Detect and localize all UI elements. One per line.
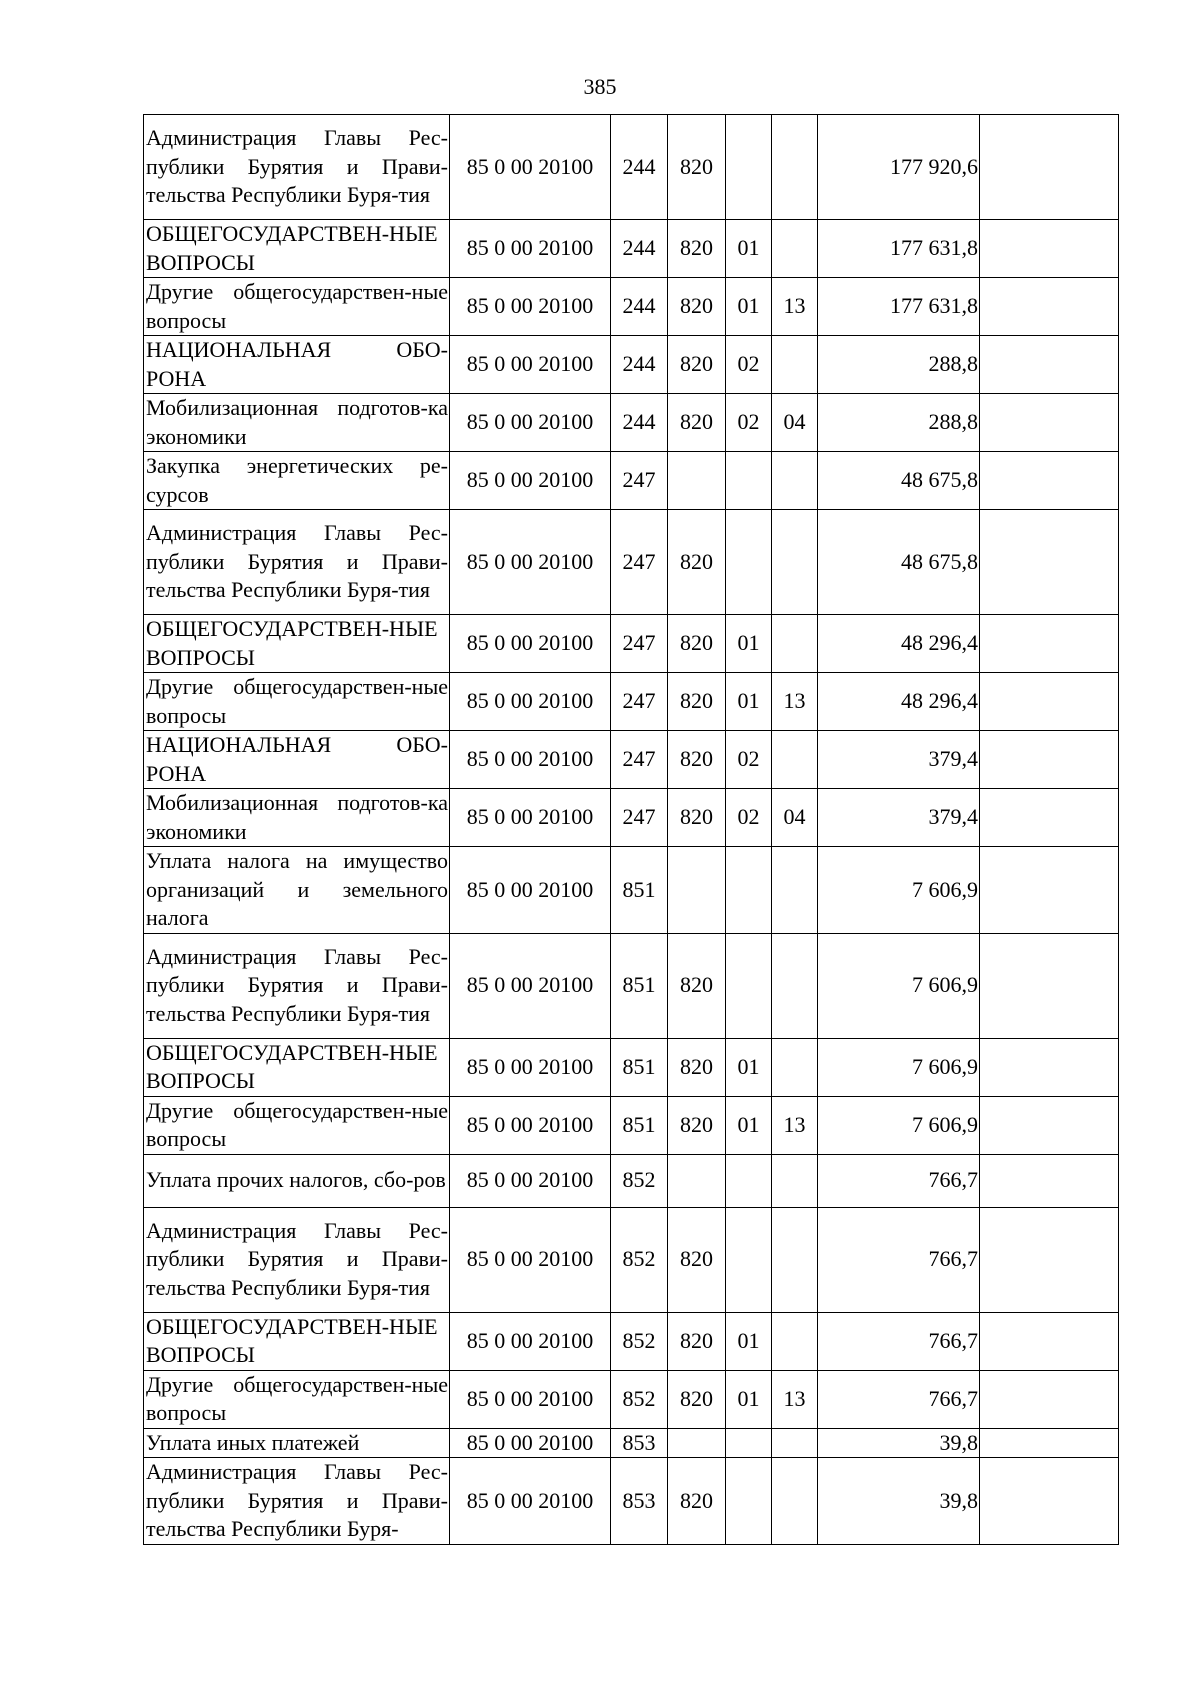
cell-item-name: ОБЩЕГОСУДАРСТВЕН-НЫЕ ВОПРОСЫ bbox=[144, 615, 450, 673]
cell-administrator-code: 820 bbox=[668, 510, 726, 615]
cell-extra bbox=[980, 731, 1119, 789]
table-row bbox=[144, 1428, 1119, 1458]
cell-extra bbox=[980, 615, 1119, 673]
table-row bbox=[144, 1458, 1119, 1545]
cell-amount: 379,4 bbox=[818, 731, 980, 789]
cell-subsection bbox=[772, 452, 818, 510]
cell-section bbox=[726, 1428, 772, 1458]
cell-administrator-code: 820 bbox=[668, 1458, 726, 1545]
table-row bbox=[144, 278, 1119, 336]
cell-item-name: Мобилизационная подготов-ка экономики bbox=[144, 394, 450, 452]
cell-expense-type: 244 bbox=[611, 115, 668, 220]
budget-table bbox=[143, 114, 1119, 1545]
cell-item-name: ОБЩЕГОСУДАРСТВЕН-НЫЕ ВОПРОСЫ bbox=[144, 220, 450, 278]
cell-extra bbox=[980, 1428, 1119, 1458]
budget-table-body bbox=[144, 115, 1119, 1545]
cell-subsection bbox=[772, 615, 818, 673]
table-row bbox=[144, 847, 1119, 934]
cell-amount: 48 296,4 bbox=[818, 673, 980, 731]
cell-extra bbox=[980, 789, 1119, 847]
cell-subsection bbox=[772, 1458, 818, 1545]
cell-amount: 39,8 bbox=[818, 1458, 980, 1545]
cell-target-article: 85 0 00 20100 bbox=[450, 789, 611, 847]
cell-amount: 379,4 bbox=[818, 789, 980, 847]
cell-administrator-code: 820 bbox=[668, 615, 726, 673]
cell-extra bbox=[980, 847, 1119, 934]
cell-item-name: Администрация Главы Рес-публики Бурятия и Прави-тельства Республики Буря-тия bbox=[144, 1207, 450, 1312]
cell-extra bbox=[980, 673, 1119, 731]
cell-expense-type: 851 bbox=[611, 933, 668, 1038]
cell-target-article: 85 0 00 20100 bbox=[450, 1458, 611, 1545]
cell-target-article: 85 0 00 20100 bbox=[450, 933, 611, 1038]
cell-administrator-code: 820 bbox=[668, 220, 726, 278]
cell-target-article: 85 0 00 20100 bbox=[450, 847, 611, 934]
cell-extra bbox=[980, 1154, 1119, 1207]
cell-extra bbox=[980, 220, 1119, 278]
cell-section: 01 bbox=[726, 673, 772, 731]
cell-section: 01 bbox=[726, 1038, 772, 1096]
cell-target-article: 85 0 00 20100 bbox=[450, 336, 611, 394]
cell-subsection bbox=[772, 220, 818, 278]
table-row bbox=[144, 452, 1119, 510]
cell-section bbox=[726, 1154, 772, 1207]
cell-section: 01 bbox=[726, 278, 772, 336]
cell-amount: 766,7 bbox=[818, 1312, 980, 1370]
table-row bbox=[144, 510, 1119, 615]
cell-administrator-code: 820 bbox=[668, 115, 726, 220]
cell-expense-type: 853 bbox=[611, 1458, 668, 1545]
cell-target-article: 85 0 00 20100 bbox=[450, 731, 611, 789]
cell-target-article: 85 0 00 20100 bbox=[450, 1207, 611, 1312]
table-row bbox=[144, 1370, 1119, 1428]
table-row bbox=[144, 1096, 1119, 1154]
cell-extra bbox=[980, 1312, 1119, 1370]
cell-expense-type: 247 bbox=[611, 510, 668, 615]
cell-administrator-code: 820 bbox=[668, 1312, 726, 1370]
cell-expense-type: 247 bbox=[611, 731, 668, 789]
cell-extra bbox=[980, 510, 1119, 615]
cell-administrator-code: 820 bbox=[668, 731, 726, 789]
cell-item-name: Другие общегосударствен-ные вопросы bbox=[144, 673, 450, 731]
cell-item-name: Уплата прочих налогов, сбо-ров bbox=[144, 1154, 450, 1207]
table-row bbox=[144, 615, 1119, 673]
cell-section: 01 bbox=[726, 1096, 772, 1154]
cell-administrator-code: 820 bbox=[668, 394, 726, 452]
cell-item-name: Уплата иных платежей bbox=[144, 1428, 450, 1458]
cell-extra bbox=[980, 115, 1119, 220]
cell-administrator-code bbox=[668, 1154, 726, 1207]
cell-section: 01 bbox=[726, 220, 772, 278]
cell-target-article: 85 0 00 20100 bbox=[450, 1312, 611, 1370]
cell-subsection bbox=[772, 1207, 818, 1312]
cell-administrator-code bbox=[668, 1428, 726, 1458]
cell-expense-type: 247 bbox=[611, 673, 668, 731]
cell-section: 02 bbox=[726, 789, 772, 847]
cell-expense-type: 247 bbox=[611, 615, 668, 673]
cell-administrator-code bbox=[668, 452, 726, 510]
cell-item-name: Мобилизационная подготов-ка экономики bbox=[144, 789, 450, 847]
cell-section bbox=[726, 847, 772, 934]
table-row bbox=[144, 731, 1119, 789]
table-row bbox=[144, 1207, 1119, 1312]
cell-extra bbox=[980, 1207, 1119, 1312]
cell-administrator-code: 820 bbox=[668, 673, 726, 731]
cell-subsection: 13 bbox=[772, 1096, 818, 1154]
cell-item-name: НАЦИОНАЛЬНАЯ ОБО-РОНА bbox=[144, 731, 450, 789]
cell-administrator-code: 820 bbox=[668, 789, 726, 847]
table-row bbox=[144, 673, 1119, 731]
cell-target-article: 85 0 00 20100 bbox=[450, 1154, 611, 1207]
cell-section: 01 bbox=[726, 615, 772, 673]
cell-section bbox=[726, 115, 772, 220]
cell-administrator-code bbox=[668, 847, 726, 934]
cell-subsection bbox=[772, 1428, 818, 1458]
cell-amount: 288,8 bbox=[818, 394, 980, 452]
cell-administrator-code: 820 bbox=[668, 1370, 726, 1428]
cell-target-article: 85 0 00 20100 bbox=[450, 673, 611, 731]
cell-expense-type: 851 bbox=[611, 1038, 668, 1096]
cell-amount: 766,7 bbox=[818, 1207, 980, 1312]
cell-section bbox=[726, 933, 772, 1038]
cell-section bbox=[726, 1458, 772, 1545]
cell-subsection bbox=[772, 510, 818, 615]
cell-section: 02 bbox=[726, 394, 772, 452]
cell-item-name: Другие общегосударствен-ные вопросы bbox=[144, 1096, 450, 1154]
table-row bbox=[144, 220, 1119, 278]
cell-target-article: 85 0 00 20100 bbox=[450, 115, 611, 220]
cell-target-article: 85 0 00 20100 bbox=[450, 452, 611, 510]
cell-expense-type: 244 bbox=[611, 278, 668, 336]
cell-item-name: ОБЩЕГОСУДАРСТВЕН-НЫЕ ВОПРОСЫ bbox=[144, 1312, 450, 1370]
cell-section: 02 bbox=[726, 336, 772, 394]
cell-administrator-code: 820 bbox=[668, 933, 726, 1038]
cell-expense-type: 852 bbox=[611, 1207, 668, 1312]
cell-extra bbox=[980, 452, 1119, 510]
cell-subsection bbox=[772, 847, 818, 934]
table-row bbox=[144, 1312, 1119, 1370]
page-number: 385 bbox=[583, 74, 617, 99]
cell-target-article: 85 0 00 20100 bbox=[450, 1096, 611, 1154]
cell-item-name: Администрация Главы Рес-публики Бурятия и Прави-тельства Республики Буря-тия bbox=[144, 115, 450, 220]
cell-subsection bbox=[772, 1154, 818, 1207]
table-row bbox=[144, 336, 1119, 394]
cell-amount: 177 631,8 bbox=[818, 278, 980, 336]
cell-subsection: 04 bbox=[772, 789, 818, 847]
cell-extra bbox=[980, 933, 1119, 1038]
table-row bbox=[144, 394, 1119, 452]
cell-item-name: Другие общегосударствен-ные вопросы bbox=[144, 1370, 450, 1428]
cell-subsection: 13 bbox=[772, 673, 818, 731]
cell-expense-type: 851 bbox=[611, 847, 668, 934]
cell-expense-type: 244 bbox=[611, 394, 668, 452]
cell-amount: 766,7 bbox=[818, 1370, 980, 1428]
cell-amount: 7 606,9 bbox=[818, 1038, 980, 1096]
cell-section bbox=[726, 510, 772, 615]
cell-target-article: 85 0 00 20100 bbox=[450, 220, 611, 278]
cell-target-article: 85 0 00 20100 bbox=[450, 1370, 611, 1428]
cell-section bbox=[726, 452, 772, 510]
cell-subsection bbox=[772, 115, 818, 220]
cell-item-name: Администрация Главы Рес-публики Бурятия и Прави-тельства Республики Буря-тия bbox=[144, 933, 450, 1038]
cell-expense-type: 852 bbox=[611, 1154, 668, 1207]
cell-amount: 177 631,8 bbox=[818, 220, 980, 278]
cell-extra bbox=[980, 1096, 1119, 1154]
cell-amount: 177 920,6 bbox=[818, 115, 980, 220]
cell-amount: 7 606,9 bbox=[818, 847, 980, 934]
cell-expense-type: 247 bbox=[611, 452, 668, 510]
cell-extra bbox=[980, 278, 1119, 336]
cell-amount: 7 606,9 bbox=[818, 1096, 980, 1154]
cell-amount: 766,7 bbox=[818, 1154, 980, 1207]
cell-item-name: Другие общегосударствен-ные вопросы bbox=[144, 278, 450, 336]
cell-item-name: НАЦИОНАЛЬНАЯ ОБО-РОНА bbox=[144, 336, 450, 394]
cell-item-name: Администрация Главы Рес-публики Бурятия и Прави-тельства Республики Буря-тия bbox=[144, 510, 450, 615]
cell-section: 01 bbox=[726, 1312, 772, 1370]
cell-target-article: 85 0 00 20100 bbox=[450, 394, 611, 452]
table-row bbox=[144, 933, 1119, 1038]
cell-amount: 39,8 bbox=[818, 1428, 980, 1458]
cell-expense-type: 852 bbox=[611, 1370, 668, 1428]
cell-subsection bbox=[772, 731, 818, 789]
cell-item-name: Уплата налога на имущество организаций и земельного налога bbox=[144, 847, 450, 934]
cell-target-article: 85 0 00 20100 bbox=[450, 615, 611, 673]
cell-target-article: 85 0 00 20100 bbox=[450, 510, 611, 615]
cell-item-name: ОБЩЕГОСУДАРСТВЕН-НЫЕ ВОПРОСЫ bbox=[144, 1038, 450, 1096]
cell-extra bbox=[980, 1038, 1119, 1096]
cell-administrator-code: 820 bbox=[668, 1038, 726, 1096]
cell-expense-type: 851 bbox=[611, 1096, 668, 1154]
table-row bbox=[144, 789, 1119, 847]
cell-extra bbox=[980, 394, 1119, 452]
cell-section: 01 bbox=[726, 1370, 772, 1428]
cell-expense-type: 852 bbox=[611, 1312, 668, 1370]
cell-item-name: Закупка энергетических ре-сурсов bbox=[144, 452, 450, 510]
table-row bbox=[144, 115, 1119, 220]
cell-extra bbox=[980, 1458, 1119, 1545]
cell-administrator-code: 820 bbox=[668, 278, 726, 336]
cell-subsection bbox=[772, 1038, 818, 1096]
cell-target-article: 85 0 00 20100 bbox=[450, 278, 611, 336]
cell-amount: 7 606,9 bbox=[818, 933, 980, 1038]
cell-administrator-code: 820 bbox=[668, 1207, 726, 1312]
cell-expense-type: 244 bbox=[611, 220, 668, 278]
cell-subsection bbox=[772, 336, 818, 394]
cell-subsection: 13 bbox=[772, 1370, 818, 1428]
cell-administrator-code: 820 bbox=[668, 336, 726, 394]
cell-amount: 48 675,8 bbox=[818, 452, 980, 510]
cell-target-article: 85 0 00 20100 bbox=[450, 1428, 611, 1458]
cell-expense-type: 244 bbox=[611, 336, 668, 394]
cell-amount: 48 675,8 bbox=[818, 510, 980, 615]
cell-subsection bbox=[772, 1312, 818, 1370]
cell-subsection bbox=[772, 933, 818, 1038]
cell-extra bbox=[980, 1370, 1119, 1428]
cell-section bbox=[726, 1207, 772, 1312]
cell-subsection: 13 bbox=[772, 278, 818, 336]
table-row bbox=[144, 1038, 1119, 1096]
cell-subsection: 04 bbox=[772, 394, 818, 452]
cell-extra bbox=[980, 336, 1119, 394]
cell-administrator-code: 820 bbox=[668, 1096, 726, 1154]
cell-target-article: 85 0 00 20100 bbox=[450, 1038, 611, 1096]
cell-amount: 288,8 bbox=[818, 336, 980, 394]
cell-amount: 48 296,4 bbox=[818, 615, 980, 673]
cell-section: 02 bbox=[726, 731, 772, 789]
cell-item-name: Администрация Главы Рес-публики Бурятия и Прави-тельства Республики Буря- bbox=[144, 1458, 450, 1545]
cell-expense-type: 247 bbox=[611, 789, 668, 847]
table-row bbox=[144, 1154, 1119, 1207]
cell-expense-type: 853 bbox=[611, 1428, 668, 1458]
